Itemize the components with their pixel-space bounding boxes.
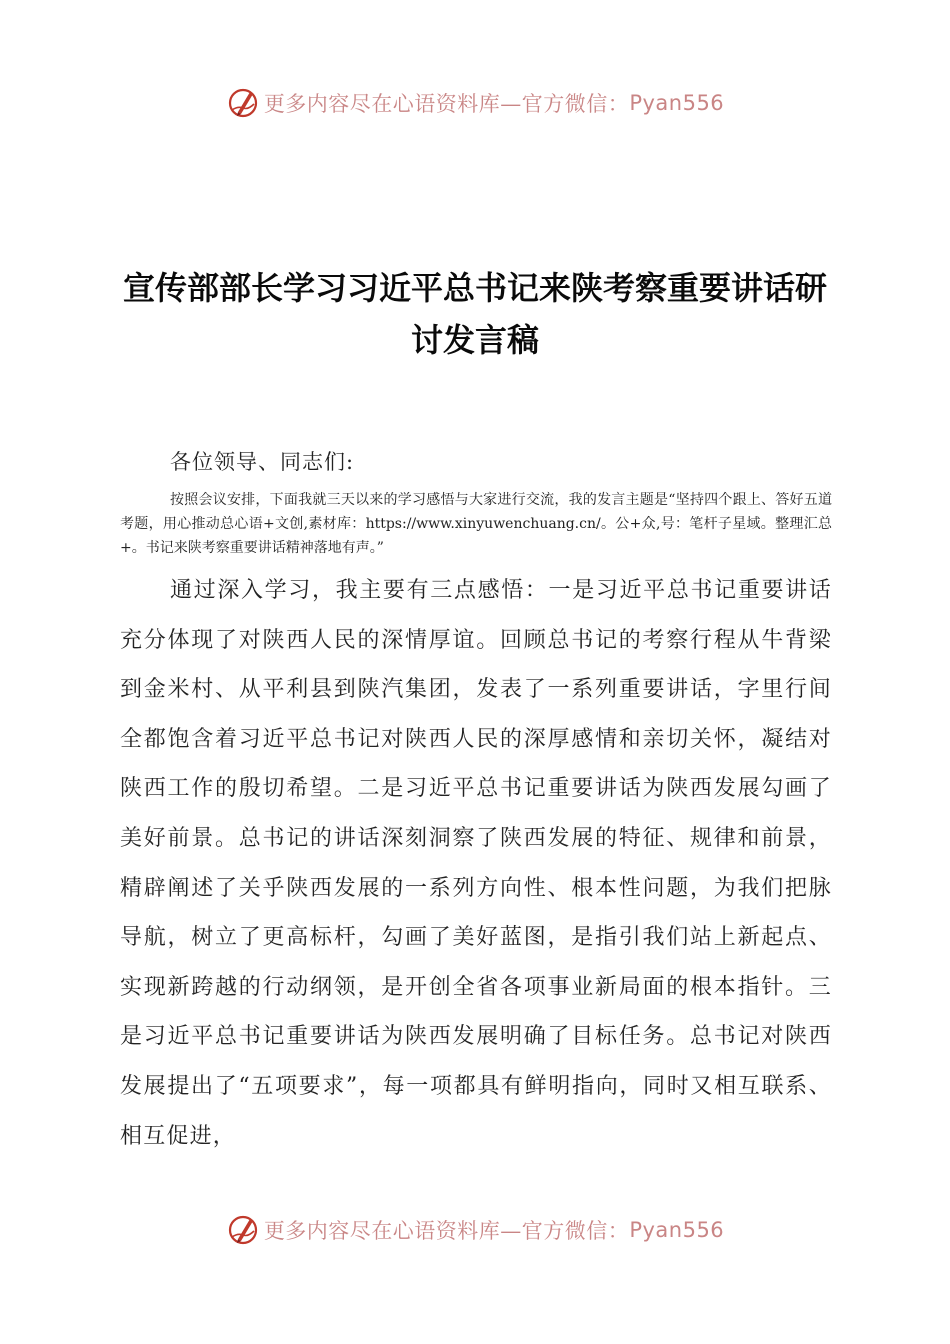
header-banner: [0, 83, 950, 123]
salutation: 各位领导、同志们:: [170, 450, 355, 474]
footer-wechat-id: Pyan556: [629, 1218, 725, 1242]
header-banner-text: 更多内容尽在心语资料库—官方微信：: [263, 92, 630, 116]
intro-paragraph: 按照会议安排，下面我就三天以来的学习感悟与大家进行交流，我的发言主题是“坚持四个跟上、答好五道考题，用心推动总心语+文创,素材库：https://www.xinyuwenchuang.cn/。公+众,号：笔杆子星域。整理汇总+。书记来陕考察重要讲话精神落地有声。”: [120, 492, 832, 556]
body-paragraph: 通过深入学习，我主要有三点感悟：一是习近平总书记重要讲话充分体现了对陕西人民的深情厚谊。回顾总书记的考察行程从牛背梁到金米村、从平利县到陕汽集团，发表了一系列重要讲话，字里行间全都饱含着习近平总书记对陕西人民的深厚感情和亲切关怀，凝结对陕西工作的殷切希望。二是习近平总书记重要讲话为陕西发展勾画了美好前景。总书记的讲话深刻洞察了陕西发展的特征、规律和前景，精辟阐述了关乎陕西发展的一系列方向性、根本性问题，为我们把脉导航，树立了更高标杆，勾画了美好蓝图，是指引我们站上新起点、实现新跨越的行动纲领，是开创全省各项事业新局面的根本指针。三是习近平总书记重要讲话为陕西发展明确了目标任务。总书记对陕西发展提出了“五项要求”，每一项都具有鲜明指向，同时又相互联系、相互促进，: [120, 578, 832, 1149]
footer-banner: [0, 1210, 950, 1250]
pen-circle-logo-icon: [226, 86, 260, 120]
header-wechat-id: Pyan556: [629, 91, 725, 115]
document-title: 宣传部部长学习习近平总书记来陕考察重要讲话研讨发言稿: [122, 269, 827, 359]
footer-banner-text: 更多内容尽在心语资料库—官方微信：: [263, 1219, 630, 1243]
pen-circle-logo-icon: [226, 1213, 260, 1247]
